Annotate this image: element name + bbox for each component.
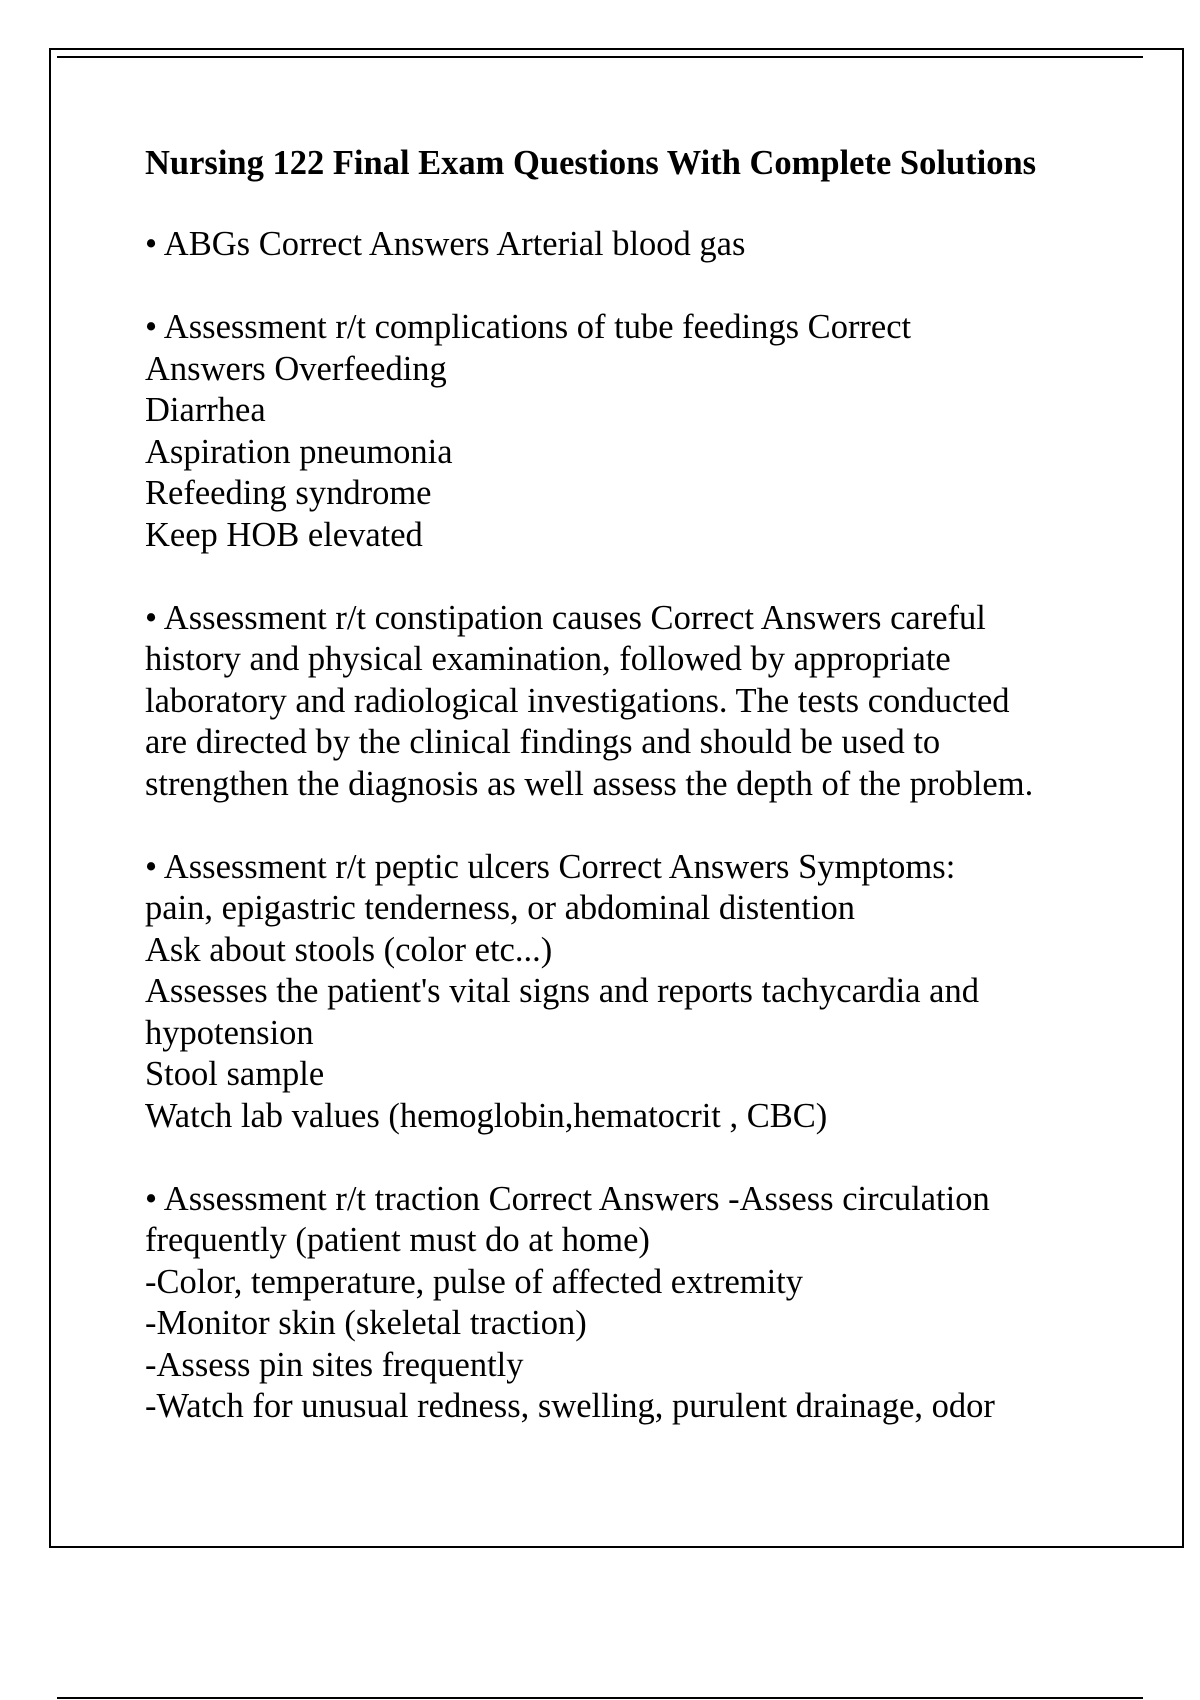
- entry-tube-feedings: [145, 307, 1105, 556]
- document-title: Nursing 122 Final Exam Questions With Complete Solutions: [145, 144, 1037, 182]
- entry-line: Diarrhea: [145, 391, 266, 429]
- entry-line: hypotension: [145, 1013, 314, 1052]
- entry-line: • Assessment r/t constipation causes Correct Answers careful: [145, 598, 986, 637]
- entry-line: Stool sample: [145, 1055, 325, 1093]
- entry-line: • Assessment r/t complications of tube feedings Correct: [145, 308, 912, 346]
- entry-line: • Assessment r/t peptic ulcers Correct Answers Symptoms:: [145, 847, 956, 886]
- document-body: [145, 142, 1105, 1469]
- entry-line: history and physical examination, followed by appropriate: [145, 640, 951, 678]
- entry-line: Answers Overfeeding: [145, 349, 447, 388]
- bottom-rule: [57, 1697, 1143, 1699]
- entry-constipation: [145, 598, 1105, 806]
- entry-peptic-ulcers: [145, 847, 1105, 1138]
- entry-line: strengthen the diagnosis as well assess the depth of the problem.: [145, 764, 1034, 803]
- entry-line: Ask about stools (color etc...): [145, 930, 553, 969]
- entry-abgs: [145, 224, 1105, 266]
- entry-line: -Assess pin sites frequently: [145, 1345, 524, 1384]
- entry-line: frequently (patient must do at home): [145, 1221, 650, 1259]
- entry-line: Watch lab values (hemoglobin,hematocrit , CBC): [145, 1096, 828, 1135]
- entry-line: Aspiration pneumonia: [145, 432, 453, 471]
- entry-line: Keep HOB elevated: [145, 515, 423, 554]
- entry-line: pain, epigastric tenderness, or abdominal distention: [145, 889, 855, 927]
- entry-line: -Monitor skin (skeletal traction): [145, 1304, 587, 1342]
- entry-line: • ABGs Correct Answers Arterial blood gas: [145, 225, 746, 263]
- entry-line: laboratory and radiological investigations. The tests conducted: [145, 681, 1010, 720]
- entry-line: -Color, temperature, pulse of affected extremity: [145, 1262, 804, 1301]
- entry-line: -Watch for unusual redness, swelling, purulent drainage, odor: [145, 1387, 995, 1425]
- entry-line: are directed by the clinical findings and should be used to: [145, 723, 941, 761]
- entry-line: Refeeding syndrome: [145, 474, 432, 512]
- entry-traction: [145, 1179, 1105, 1428]
- entry-line: Assesses the patient's vital signs and reports tachycardia and: [145, 972, 979, 1010]
- entry-line: • Assessment r/t traction Correct Answers -Assess circulation: [145, 1179, 990, 1218]
